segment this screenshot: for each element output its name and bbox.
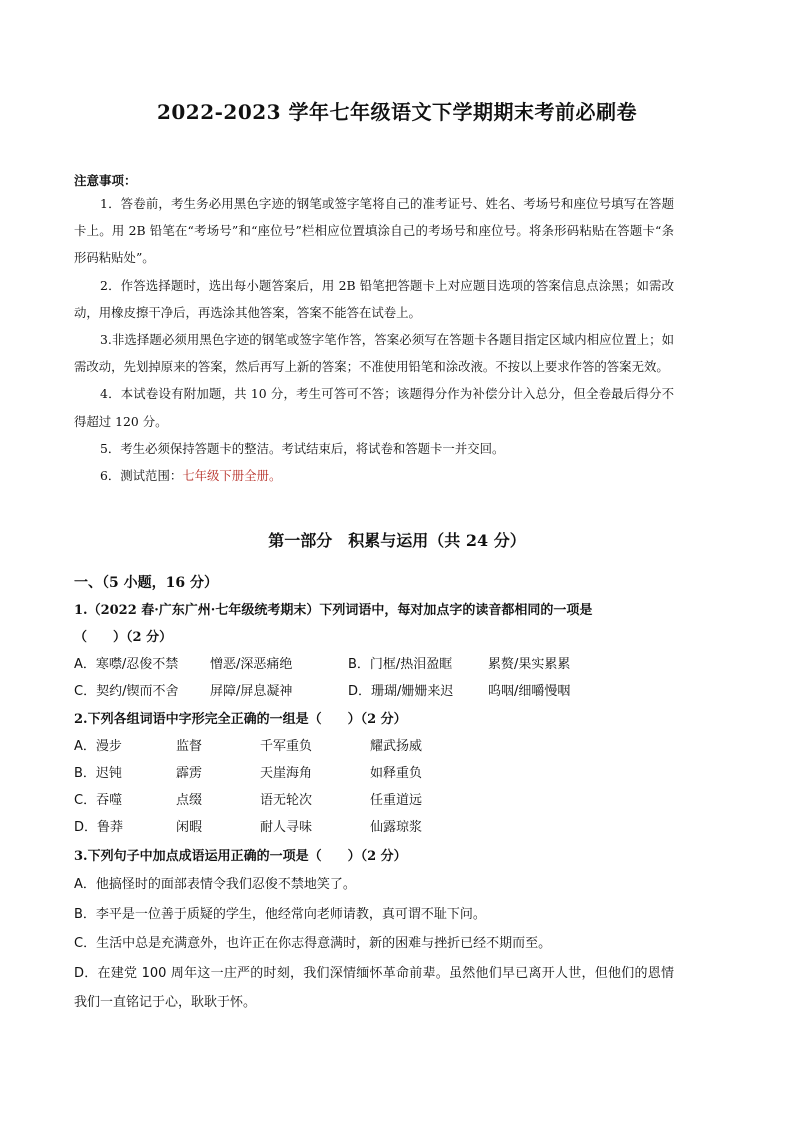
question-1-stem: 1.（2022 春·广东广州·七年级统考期末）下列词语中，每对加点字的读音都相同的一项是 [74,603,593,618]
option-b-word: 天崖海角 [260,766,313,781]
question-1-stem-cont: （ ）（2 分） [74,630,173,645]
option-d-word: D．鲁莽 [74,820,124,835]
option-b-word: 如释重负 [370,766,423,781]
note-item: 1．答卷前，考生务必用黑色字迹的钢笔或签字笔将自己的准考证号、姓名、考场号和座位号填写在答题卡上。用 2B 铅笔在“考场号”和“座位号”栏相应位置填涂自己的考场号和座位号。将条形码粘贴在答题卡“条形码粘贴处”。 [74,196,674,266]
question-1 [74,597,674,705]
option-c-label: C．契约/锲而不舍 [74,684,179,699]
option-d-word: 耐人寻味 [260,820,313,835]
note-item: 3.非选择题必须用黑色字迹的钢笔或签字笔作答，答案必须写在答题卡各题目指定区域内相应位置上；如需改动，先划掉原来的答案，然后再写上新的答案；不准使用铅笔和涂改液。不按以上要求作答的答案无效。 [74,332,674,375]
question-3 [74,843,674,1018]
option-b-sentence: B．李平是一位善于质疑的学生，他经常向老师请教，真可谓不耻下问。 [74,906,486,922]
question-3-stem: 3.下列句子中加点成语运用正确的一项是（ ）（2 分） [74,849,407,864]
notes-heading: 注意事项： [74,173,137,188]
question-2-option-row [74,787,674,814]
option-d-extra: 呜咽/细嚼慢咽 [488,684,571,699]
question-1-options-row [74,651,674,678]
section-title: 一、（5 小题，16 分） [74,575,218,591]
option-a-word: 千军重负 [260,739,313,754]
option-b-label: B．门框/热泪盈眶 [348,657,453,672]
note-item: 4．本试卷设有附加题，共 10 分，考生可答可不答；该题得分作为补偿分计入总分，但全卷最后得分不得超过 120 分。 [74,386,674,429]
question-2 [74,706,674,841]
option-c-sentence: C．生活中总是充满意外，也许正在你志得意满时，新的困难与挫折已经不期而至。 [74,936,552,951]
option-c-word: 点缀 [176,793,203,808]
note-item: 2．作答选择题时，选出每小题答案后，用 2B 铅笔把答题卡上对应题目选项的答案信息点涂黑；如需改动，用橡皮擦干净后，再选涂其他答案，答案不能答在试卷上。 [74,277,674,320]
option-d-sentence: D．在建党 100 周年这一庄严的时刻，我们深情缅怀革命前辈。虽然他们早已离开人世，但他们的恩情我们一直铭记于心，耿耿于怀。 [74,965,674,1010]
option-a-word: 耀武扬威 [370,739,423,754]
notes-list [74,190,674,489]
option-b-word: 霹雳 [176,766,203,781]
option-c-word: 语无轮次 [260,793,313,808]
option-a-word: A．漫步 [74,739,122,754]
part-title: 第一部分 积累与运用（共 24 分） [268,531,526,550]
option-c-extra: 屏障/屏息凝神 [210,684,293,699]
question-2-option-row [74,760,674,787]
option-a-label: A．寒噤/忍俊不禁 [74,657,179,672]
exam-title: 2022-2023 学年七年级语文下学期期末考前必刷卷 [156,100,638,124]
option-b-extra: 累赘/果实累累 [488,657,571,672]
option-a-extra: 憎恶/深恶痛绝 [210,657,293,672]
question-2-option-row [74,733,674,760]
question-1-options-row [74,678,674,705]
option-b-word: B．迟钝 [74,766,122,781]
option-d-label: D．珊瑚/姗姗来迟 [348,684,454,699]
question-2-stem: 2.下列各组词语中字形完全正确的一组是（ ）（2 分） [74,712,407,727]
option-c-word: 任重道远 [370,793,423,808]
note-item: 5．考生必须保持答题卡的整洁。考试结束后，将试卷和答题卡一并交回。 [100,440,505,456]
option-d-word: 闲暇 [176,820,203,835]
option-a-word: 监督 [176,739,203,754]
note-item-scope [74,462,674,489]
question-2-option-row [74,814,674,841]
scope-value: 七年级下册全册。 [182,468,282,484]
option-d-word: 仙露琼浆 [370,820,423,835]
option-c-word: C．吞噬 [74,793,123,808]
option-a-sentence: A．他搞怪时的面部表情令我们忍俊不禁地笑了。 [74,877,356,892]
scope-label: 6．测试范围： [100,468,183,484]
